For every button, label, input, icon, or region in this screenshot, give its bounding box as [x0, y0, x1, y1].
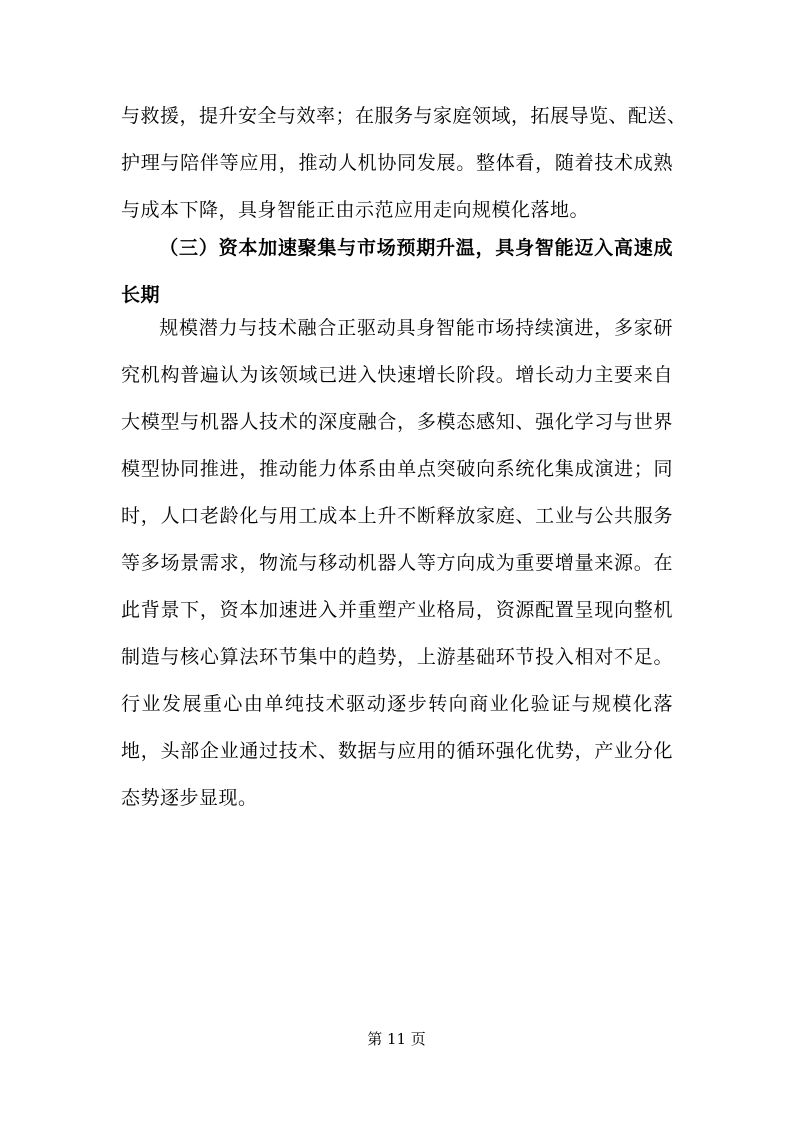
paragraph-line: 态势逐步显现。 — [121, 787, 258, 809]
paragraph-line: 等多场景需求，物流与移动机器人等方向成为重要增量来源。在 — [121, 552, 673, 574]
heading-line: 长期 — [121, 284, 161, 306]
heading-line — [121, 225, 673, 272]
paragraph-line: 地，头部企业通过技术、数据与应用的循环强化优势，产业分化 — [121, 740, 673, 762]
paragraph-line: 与成本下降，具身智能正由示范应用走向规模化落地。 — [121, 199, 590, 221]
paragraph-line: 此背景下，资本加速进入并重塑产业格局，资源配置呈现向整机 — [121, 599, 673, 621]
continued-paragraph — [121, 93, 687, 234]
paragraph-line: 与救援，提升安全与效率；在服务与家庭领域，拓展导览、配送、 — [121, 105, 687, 127]
heading-text: （三）资本加速聚集与市场预期升温，具身智能迈入高速成 — [159, 237, 673, 259]
page-number: 第 11 页 — [367, 1030, 426, 1048]
paragraph-first-line-text: 规模潜力与技术融合正驱动具身智能市场持续演进，多家研 — [159, 317, 673, 339]
paragraph-line: 大模型与机器人技术的深度融合，多模态感知、强化学习与世界 — [121, 411, 673, 433]
paragraph-line: 时，人口老龄化与用工成本上升不断释放家庭、工业与公共服务 — [121, 505, 673, 527]
paragraph-line: 究机构普遍认为该领域已进入快速增长阶段。增长动力主要来自 — [121, 364, 673, 386]
body-paragraph — [121, 305, 673, 822]
paragraph-line: 制造与核心算法环节集中的趋势，上游基础环节投入相对不足。 — [121, 646, 673, 668]
paragraph-line: 模型协同推进，推动能力体系由单点突破向系统化集成演进；同 — [121, 458, 673, 480]
paragraph-line: 护理与陪伴等应用，推动人机协同发展。整体看，随着技术成熟 — [121, 152, 673, 174]
paragraph-line: 行业发展重心由单纯技术驱动逐步转向商业化验证与规模化落 — [121, 693, 673, 715]
paragraph-line — [121, 305, 673, 352]
